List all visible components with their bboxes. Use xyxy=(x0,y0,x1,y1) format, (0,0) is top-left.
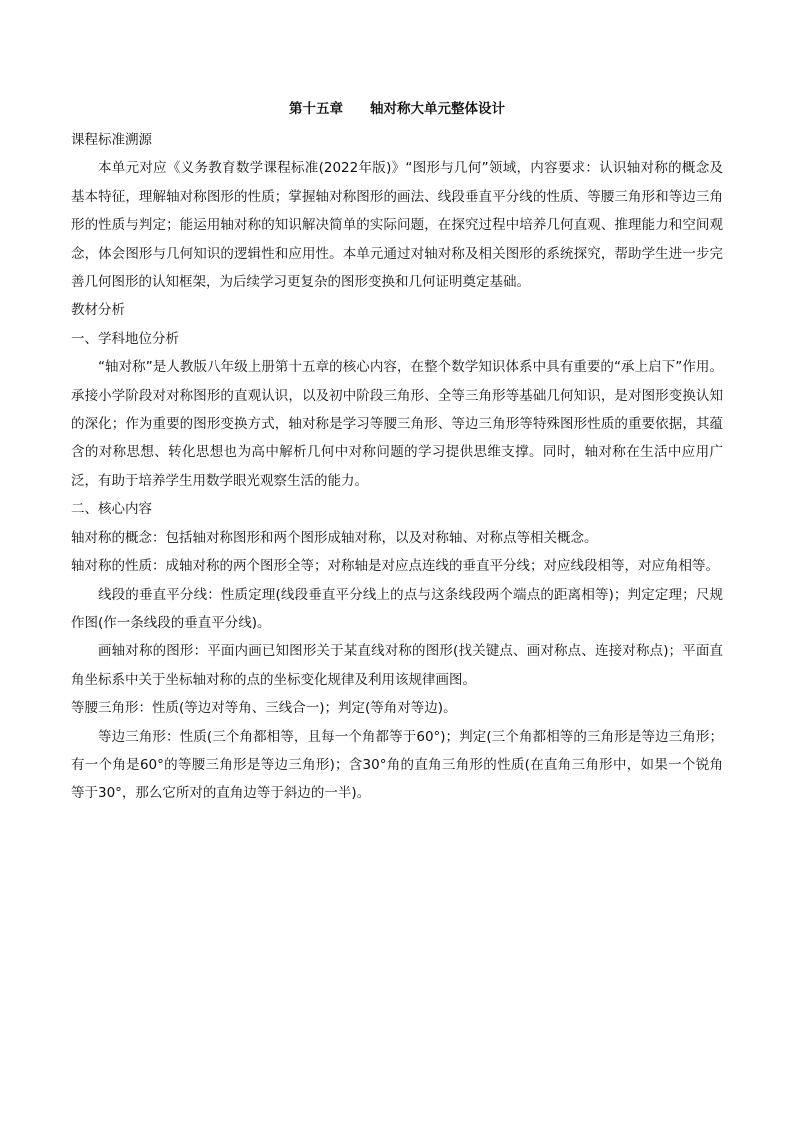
section-heading-curriculum: 课程标准溯源 xyxy=(71,132,152,148)
document-body xyxy=(71,98,723,808)
paragraph-axis-properties: 轴对称的性质：成轴对称的两个图形全等；对称轴是对应点连线的垂直平分线；对应线段相等，对应角相等。 xyxy=(71,558,719,575)
paragraph-equilateral-triangle: 等边三角形：性质(三个角都相等，且每一个角都等于60°)；判定(三个角都相等的三角形是等边三角形；有一个角是60°的等腰三角形是等边三角形)；含30°角的直角三角形的性质(在直角三角形中，如果一个锐角等于30°，那么它所对的直角边等于斜边的一半)。 xyxy=(71,728,723,802)
paragraph-subject-position: “轴对称”是人教版八年级上册第十五章的核心内容，在整个数学知识体系中具有重要的“承上启下”作用。承接小学阶段对对称图形的直观认识，以及初中阶段三角形、全等三角形等基础几何知识，是对图形变换认知的深化；作为重要的图形变换方式，轴对称是学习等腰三角形、等边三角形等特殊图形性质的重要依据，其蕴含的对称思想、转化思想也为高中解析几何中对称问题的学习提供思维支撑。同时，轴对称在生活中应用广泛，有助于培养学生用数学眼光观察生活的能力。 xyxy=(71,359,723,489)
paragraph-curriculum: 本单元对应《义务教育数学课程标准(2022年版)》“图形与几何”领域，内容要求：认识轴对称的概念及基本特征，理解轴对称图形的性质；掌握轴对称图形的画法、线段垂直平分线的性质、等腰三角形和等边三角形的性质与判定；能运用轴对称的知识解决简单的实际问题，在探究过程中培养几何直观、推理能力和空间观念，体会图形与几何知识的逻辑性和应用性。本单元通过对轴对称及相关图形的系统探究，帮助学生进一步完善几何图形的认知框架，为后续学习更复杂的图形变换和几何证明奠定基础。 xyxy=(71,160,723,291)
paragraph-isosceles-triangle: 等腰三角形：性质(等边对等角、三线合一)；判定(等角对等边)。 xyxy=(71,700,457,717)
section-heading-textbook-analysis: 教材分析 xyxy=(71,302,125,319)
paragraph-drawing-symmetric: 画轴对称的图形：平面内画已知图形关于某直线对称的图形(找关键点、画对称点、连接对称点)；平面直角坐标系中关于坐标轴对称的点的坐标变化规律及利用该规律画图。 xyxy=(71,643,723,688)
section-heading-subject-position: 一、学科地位分析 xyxy=(71,330,179,347)
paragraph-perpendicular-bisector: 线段的垂直平分线：性质定理(线段垂直平分线上的点与这条线段两个端点的距离相等)；判定定理；尺规作图(作一条线段的垂直平分线)。 xyxy=(71,586,723,631)
page-title: 第十五章 轴对称大单元整体设计 xyxy=(289,101,505,117)
section-heading-core-content: 二、核心内容 xyxy=(71,501,152,518)
paragraph-axis-concept: 轴对称的概念：包括轴对称图形和两个图形成轴对称，以及对称轴、对称点等相关概念。 xyxy=(71,529,598,546)
